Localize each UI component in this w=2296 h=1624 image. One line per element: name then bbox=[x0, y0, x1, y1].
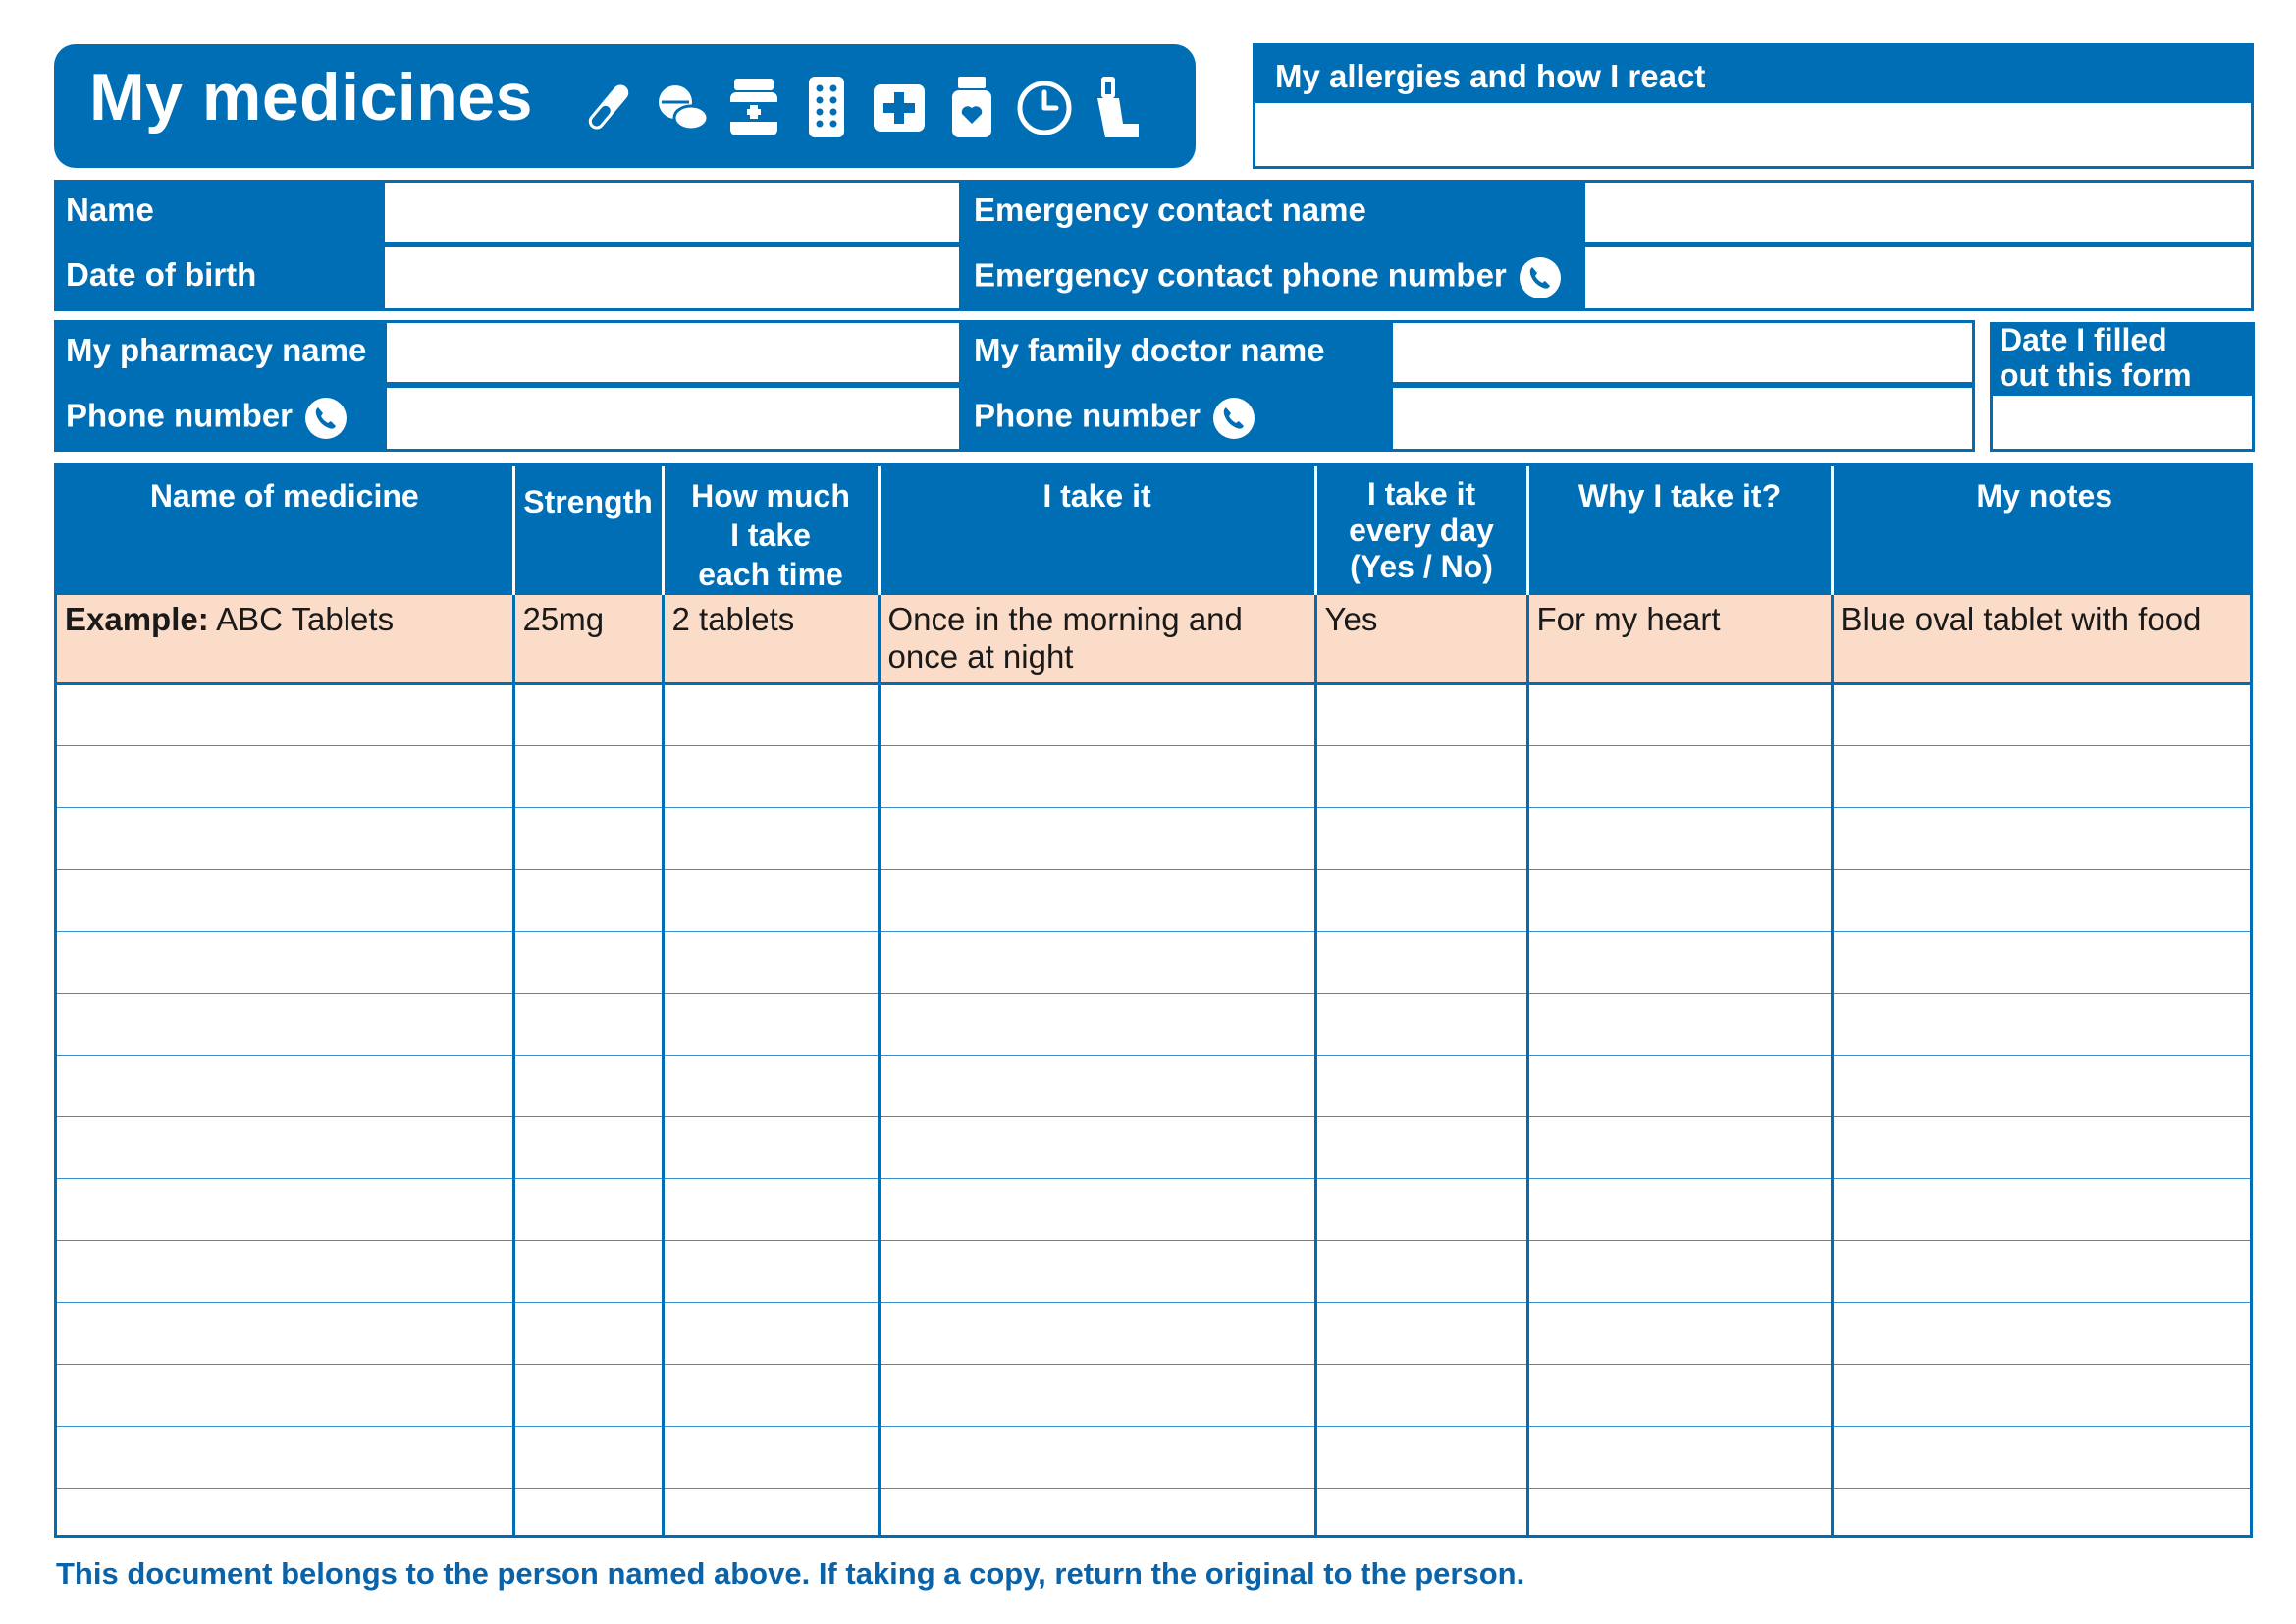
table-row bbox=[57, 1426, 2253, 1488]
cell-name[interactable] bbox=[57, 1116, 513, 1178]
col-header-when: I take it bbox=[879, 466, 1315, 595]
cell-how-much[interactable] bbox=[663, 807, 879, 869]
date-filled-label-line1: Date I filled bbox=[2000, 322, 2167, 357]
cell-when[interactable] bbox=[879, 745, 1315, 807]
pharmacy-phone-label bbox=[54, 385, 384, 452]
cell-every-day[interactable] bbox=[1315, 993, 1527, 1055]
cell-name[interactable] bbox=[57, 1055, 513, 1116]
cell-name[interactable] bbox=[57, 1178, 513, 1240]
example-name: ABC Tablets bbox=[208, 601, 395, 637]
cell-every-day[interactable] bbox=[1315, 1055, 1527, 1116]
cell-every-day[interactable] bbox=[1315, 1116, 1527, 1178]
table-row bbox=[57, 1488, 2253, 1538]
cell-how-much[interactable] bbox=[663, 1302, 879, 1364]
page-title: My medicines bbox=[89, 60, 533, 135]
doctor-phone-text: Phone number bbox=[974, 397, 1201, 434]
cell-why[interactable] bbox=[1527, 1178, 1832, 1240]
cell-how-much[interactable] bbox=[663, 683, 879, 745]
table-row bbox=[57, 1116, 2253, 1178]
cell-when[interactable] bbox=[879, 1240, 1315, 1302]
cell-how-much[interactable] bbox=[663, 931, 879, 993]
cell-how-much[interactable] bbox=[663, 1426, 879, 1488]
cell-strength[interactable] bbox=[513, 1178, 663, 1240]
dob-label: Date of birth bbox=[54, 244, 382, 311]
cell-name[interactable] bbox=[57, 745, 513, 807]
cell-when[interactable] bbox=[879, 1364, 1315, 1426]
phone-icon bbox=[1212, 397, 1255, 440]
cell-name[interactable] bbox=[57, 1426, 513, 1488]
cell-name[interactable] bbox=[57, 1240, 513, 1302]
cell-strength[interactable] bbox=[513, 993, 663, 1055]
table-row bbox=[57, 683, 2253, 745]
cell-every-day[interactable] bbox=[1315, 1178, 1527, 1240]
tablets-icon bbox=[652, 73, 711, 141]
table-row bbox=[57, 931, 2253, 993]
example-how-much: 2 tablets bbox=[663, 595, 879, 683]
example-name-cell bbox=[57, 595, 513, 683]
cell-strength[interactable] bbox=[513, 807, 663, 869]
medicine-bottle-icon bbox=[942, 73, 1001, 141]
col-header-strength bbox=[513, 466, 663, 595]
cell-strength[interactable] bbox=[513, 1488, 663, 1538]
example-when: Once in the morning and once at night bbox=[879, 595, 1315, 683]
cell-strength[interactable] bbox=[513, 1426, 663, 1488]
cell-every-day[interactable] bbox=[1315, 869, 1527, 931]
cell-name[interactable] bbox=[57, 869, 513, 931]
name-label: Name bbox=[54, 180, 382, 244]
cell-when[interactable] bbox=[879, 1426, 1315, 1488]
col-header-every-day-line2: every day bbox=[1349, 513, 1494, 548]
cell-notes[interactable] bbox=[1832, 807, 2253, 869]
doctor-phone-label bbox=[962, 385, 1390, 452]
dob-input[interactable] bbox=[382, 244, 962, 311]
table-row bbox=[57, 745, 2253, 807]
phone-icon bbox=[1519, 256, 1562, 299]
cell-why[interactable] bbox=[1527, 1302, 1832, 1364]
cell-strength[interactable] bbox=[513, 1116, 663, 1178]
cell-why[interactable] bbox=[1527, 993, 1832, 1055]
cell-strength[interactable] bbox=[513, 1240, 663, 1302]
cell-how-much[interactable] bbox=[663, 1240, 879, 1302]
cell-how-much[interactable] bbox=[663, 993, 879, 1055]
pharmacy-name-label: My pharmacy name bbox=[54, 320, 384, 385]
medicine-box-icon bbox=[724, 73, 783, 141]
emergency-contact-phone-text: Emergency contact phone number bbox=[974, 256, 1507, 294]
cell-notes[interactable] bbox=[1832, 1302, 2253, 1364]
cell-when[interactable] bbox=[879, 1116, 1315, 1178]
cell-why[interactable] bbox=[1527, 1055, 1832, 1116]
cell-how-much[interactable] bbox=[663, 1364, 879, 1426]
cell-why[interactable] bbox=[1527, 1240, 1832, 1302]
cell-when[interactable] bbox=[879, 807, 1315, 869]
emergency-contact-name-label: Emergency contact name bbox=[962, 180, 1582, 244]
col-header-how-much-line3: each time bbox=[698, 557, 843, 592]
cell-when[interactable] bbox=[879, 869, 1315, 931]
cell-every-day[interactable] bbox=[1315, 1488, 1527, 1538]
cell-every-day[interactable] bbox=[1315, 1240, 1527, 1302]
cell-name[interactable] bbox=[57, 993, 513, 1055]
doctor-phone-input[interactable] bbox=[1390, 385, 1975, 452]
cell-name[interactable] bbox=[57, 807, 513, 869]
phone-icon bbox=[304, 397, 347, 440]
example-prefix: Example: bbox=[65, 601, 209, 637]
example-strength: 25mg bbox=[513, 595, 663, 683]
cell-strength[interactable] bbox=[513, 683, 663, 745]
cell-why[interactable] bbox=[1527, 807, 1832, 869]
doctor-name-input[interactable] bbox=[1390, 320, 1975, 385]
cell-strength[interactable] bbox=[513, 745, 663, 807]
col-header-notes: My notes bbox=[1832, 466, 2253, 595]
cell-why[interactable] bbox=[1527, 1426, 1832, 1488]
cell-notes[interactable] bbox=[1832, 1364, 2253, 1426]
cell-notes[interactable] bbox=[1832, 869, 2253, 931]
doctor-name-label: My family doctor name bbox=[962, 320, 1390, 385]
cell-why[interactable] bbox=[1527, 931, 1832, 993]
allergies-label: My allergies and how I react bbox=[1275, 58, 1706, 94]
cell-every-day[interactable] bbox=[1315, 1364, 1527, 1426]
table-row bbox=[57, 1055, 2253, 1116]
cell-why[interactable] bbox=[1527, 745, 1832, 807]
cell-name[interactable] bbox=[57, 683, 513, 745]
inhaler-icon bbox=[1088, 73, 1147, 141]
pill-icon bbox=[579, 73, 638, 141]
cell-notes[interactable] bbox=[1832, 931, 2253, 993]
cell-how-much[interactable] bbox=[663, 745, 879, 807]
emergency-contact-name-input[interactable] bbox=[1582, 180, 2254, 244]
pharmacy-phone-input[interactable] bbox=[384, 385, 962, 452]
table-row bbox=[57, 807, 2253, 869]
table-row bbox=[57, 1302, 2253, 1364]
cell-every-day[interactable] bbox=[1315, 745, 1527, 807]
example-notes: Blue oval tablet with food bbox=[1832, 595, 2253, 683]
cell-when[interactable] bbox=[879, 993, 1315, 1055]
example-why: For my heart bbox=[1527, 595, 1832, 683]
cell-notes[interactable] bbox=[1832, 1055, 2253, 1116]
cell-name[interactable] bbox=[57, 1488, 513, 1538]
cell-how-much[interactable] bbox=[663, 1116, 879, 1178]
col-header-name: Name of medicine bbox=[57, 466, 513, 595]
cell-name[interactable] bbox=[57, 1364, 513, 1426]
cell-why[interactable] bbox=[1527, 1116, 1832, 1178]
cell-why[interactable] bbox=[1527, 1488, 1832, 1538]
icon-strip bbox=[579, 72, 1147, 142]
col-header-every-day-line3: (Yes / No) bbox=[1350, 549, 1493, 584]
cell-when[interactable] bbox=[879, 1302, 1315, 1364]
table-row bbox=[57, 993, 2253, 1055]
cell-when[interactable] bbox=[879, 931, 1315, 993]
col-header-why: Why I take it? bbox=[1527, 466, 1832, 595]
table-row bbox=[57, 869, 2253, 931]
emergency-contact-phone-label bbox=[962, 244, 1582, 311]
cell-notes[interactable] bbox=[1832, 993, 2253, 1055]
allergies-section bbox=[1253, 43, 2254, 169]
cell-strength[interactable] bbox=[513, 931, 663, 993]
cell-why[interactable] bbox=[1527, 683, 1832, 745]
table-row bbox=[57, 1178, 2253, 1240]
date-filled-label bbox=[1990, 322, 2255, 395]
cell-how-much[interactable] bbox=[663, 1488, 879, 1538]
col-header-how-much-line1: How much bbox=[691, 478, 850, 514]
footer-note: This document belongs to the person named above. If taking a copy, return the original to the person. bbox=[56, 1556, 1525, 1591]
allergies-header bbox=[1255, 46, 2251, 103]
blister-pack-icon bbox=[797, 73, 856, 141]
emergency-contact-phone-input[interactable] bbox=[1582, 244, 2254, 311]
cell-when[interactable] bbox=[879, 1055, 1315, 1116]
table-row bbox=[57, 1364, 2253, 1426]
date-filled-input[interactable] bbox=[1990, 393, 2255, 452]
cell-name[interactable] bbox=[57, 931, 513, 993]
cell-when[interactable] bbox=[879, 1488, 1315, 1538]
cell-strength[interactable] bbox=[513, 1302, 663, 1364]
cell-every-day[interactable] bbox=[1315, 1426, 1527, 1488]
cell-notes[interactable] bbox=[1832, 1178, 2253, 1240]
title-panel bbox=[54, 44, 1196, 168]
cell-why[interactable] bbox=[1527, 1364, 1832, 1426]
cell-notes[interactable] bbox=[1832, 1488, 2253, 1538]
table-header-row bbox=[57, 466, 2253, 595]
col-header-how-much bbox=[663, 466, 879, 595]
pharmacy-phone-text: Phone number bbox=[66, 397, 294, 434]
cell-name[interactable] bbox=[57, 1302, 513, 1364]
cell-why[interactable] bbox=[1527, 869, 1832, 931]
cell-notes[interactable] bbox=[1832, 1426, 2253, 1488]
pharmacy-name-input[interactable] bbox=[384, 320, 962, 385]
cell-strength[interactable] bbox=[513, 1055, 663, 1116]
cell-strength[interactable] bbox=[513, 869, 663, 931]
cell-notes[interactable] bbox=[1832, 683, 2253, 745]
cell-when[interactable] bbox=[879, 683, 1315, 745]
allergies-input[interactable] bbox=[1255, 103, 2251, 166]
cell-notes[interactable] bbox=[1832, 1116, 2253, 1178]
cell-every-day[interactable] bbox=[1315, 1302, 1527, 1364]
cell-how-much[interactable] bbox=[663, 869, 879, 931]
col-header-every-day bbox=[1315, 466, 1527, 595]
example-every-day: Yes bbox=[1315, 595, 1527, 683]
name-input[interactable] bbox=[382, 180, 962, 244]
cell-notes[interactable] bbox=[1832, 745, 2253, 807]
col-header-how-much-line2: I take bbox=[730, 517, 811, 553]
cell-how-much[interactable] bbox=[663, 1055, 879, 1116]
example-row bbox=[57, 595, 2253, 683]
cell-every-day[interactable] bbox=[1315, 683, 1527, 745]
col-header-every-day-line1: I take it bbox=[1366, 476, 1476, 512]
cell-every-day[interactable] bbox=[1315, 931, 1527, 993]
cell-notes[interactable] bbox=[1832, 1240, 2253, 1302]
table-row bbox=[57, 1240, 2253, 1302]
first-aid-icon bbox=[870, 73, 929, 141]
cell-when[interactable] bbox=[879, 1178, 1315, 1240]
col-header-strength-text: Strength bbox=[523, 484, 653, 519]
medicines-table bbox=[54, 463, 2253, 1538]
cell-how-much[interactable] bbox=[663, 1178, 879, 1240]
cell-strength[interactable] bbox=[513, 1364, 663, 1426]
cell-every-day[interactable] bbox=[1315, 807, 1527, 869]
date-filled-label-line2: out this form bbox=[2000, 357, 2192, 393]
clock-icon bbox=[1015, 73, 1074, 141]
